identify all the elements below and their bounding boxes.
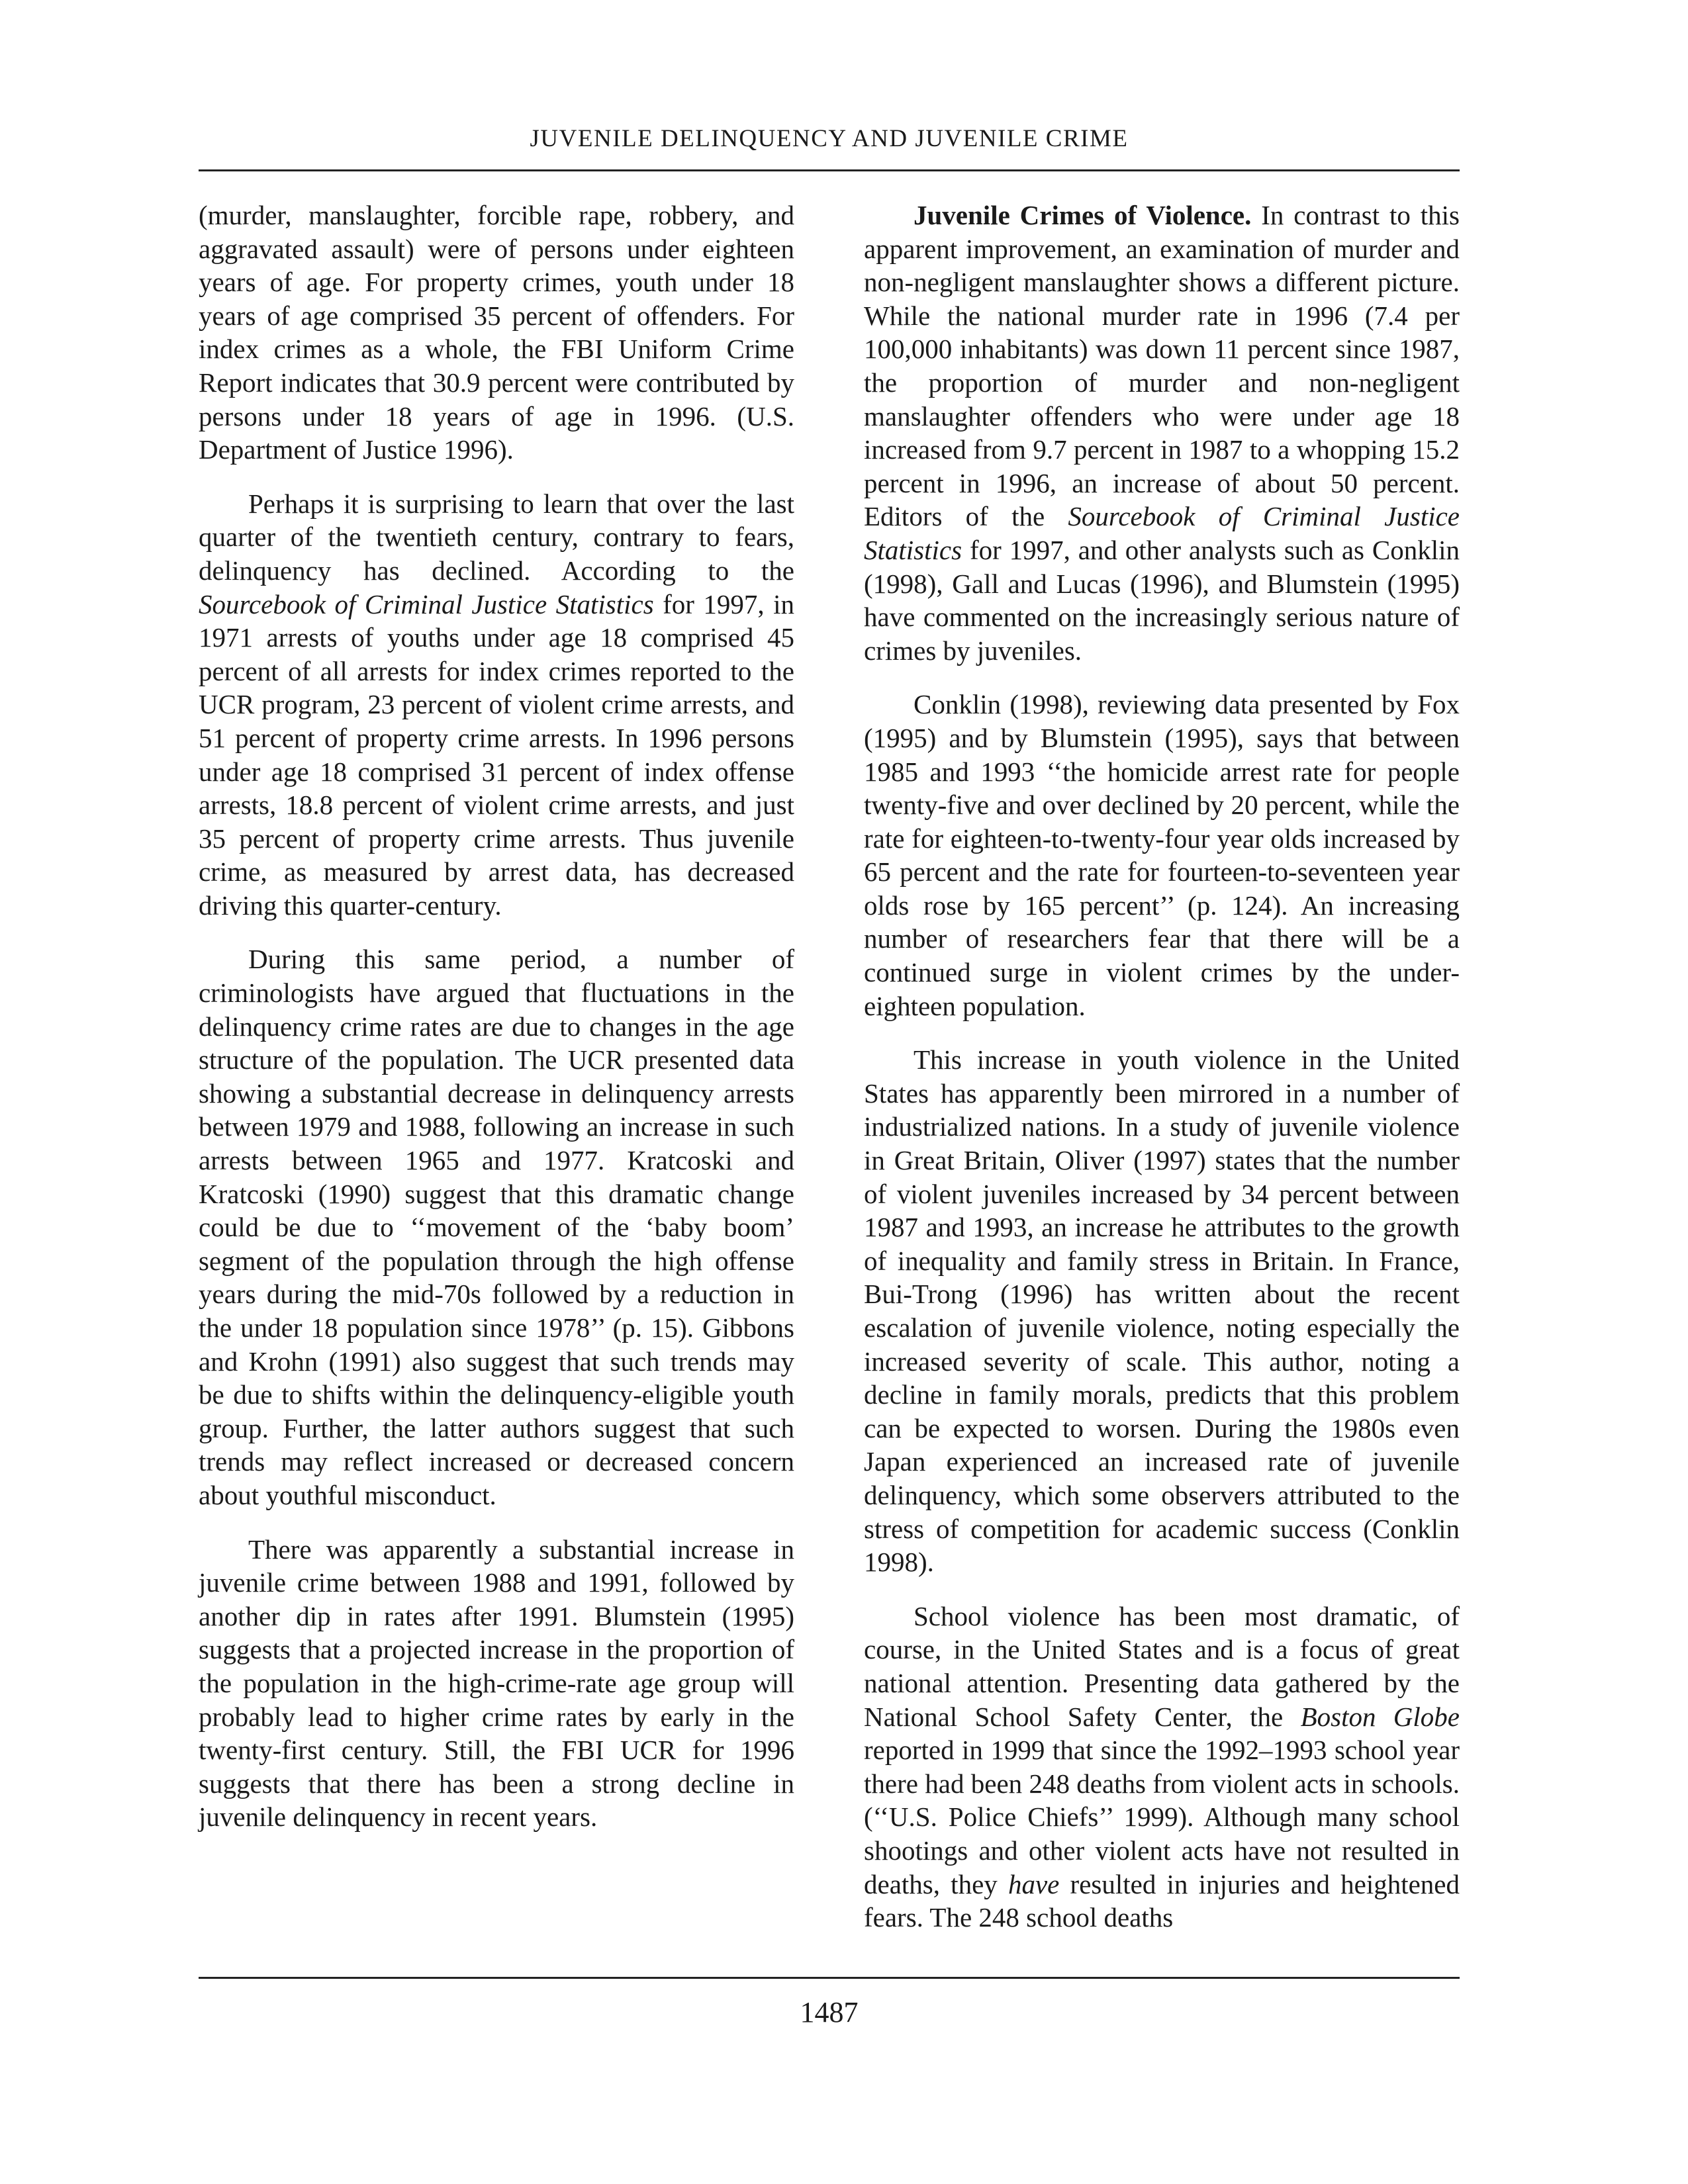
page-number: 1487 [800, 1996, 859, 2028]
right-column [864, 199, 1460, 1955]
newspaper-title: Boston Globe [1300, 1701, 1460, 1732]
right-paragraph-4 [864, 1600, 1460, 1934]
running-head: JUVENILE DELINQUENCY AND JUVENILE CRIME [530, 125, 1129, 152]
right-paragraph-1 [864, 199, 1460, 667]
sourcebook-title: Sourcebook of Criminal Justice Statistics [199, 588, 654, 619]
left-column [199, 199, 794, 1854]
section-heading: Juvenile Crimes of Violence. [914, 200, 1252, 230]
emphasis-word: have [1008, 1868, 1060, 1899]
left-p2-text-a: Perhaps it is surprising to learn that over the last quarter of the twentieth century, contrary to fears, delinquency has declined. According to the [199, 488, 794, 586]
left-paragraph-4: There was apparently a substantial increase in juvenile crime between 1988 and 1991, followed by another dip in rates after 1991. Blumstein (1995) suggests that a projected increase in the proportion of the population in the high-crime-rate age group will probably lead to higher crime rates by early in the twenty-first century. Still, the FBI UCR for 1996 suggests that there has been a strong decline in juvenile delinquency in recent years. [199, 1533, 794, 1833]
left-paragraph-2 [199, 487, 794, 923]
footer-rule [199, 1977, 1460, 1979]
header-rule [199, 169, 1460, 171]
sourcebook-title: Sourcebook of Criminal Justice Statistics [864, 501, 1460, 565]
right-p1-text-a: In contrast to this apparent improvement, an examination of murder and non-negligent manslaughter shows a different picture. While the national murder rate in 1996 (7.4 per 100,000 inhabitants) was down 11 percent since 1987, the proportion of murder and non-negligent manslaughter offenders who were under age 18 increased from 9.7 percent in 1987 to a whopping 15.2 percent in 1996, an increase of about 50 percent. Editors of the [864, 200, 1460, 532]
left-paragraph-1: (murder, manslaughter, forcible rape, robbery, and aggravated assault) were of persons under eighteen years of age. For property crimes, youth under 18 years of age comprised 35 percent of offenders. For index crimes as a whole, the FBI Uniform Crime Report indicates that 30.9 percent were contributed by persons under 18 years of age in 1996. (U.S. Department of Justice 1996). [199, 200, 794, 465]
left-p2-text-b: for 1997, in 1971 arrests of youths under age 18 comprised 45 percent of all arrests for index crimes reported to the UCR program, 23 percent of violent crime arrests, and 51 percent of property crime arrests. In 1996 persons under age 18 comprised 31 percent of index offense arrests, 18.8 percent of violent crime arrests, and just 35 percent of property crime arrests. Thus juvenile crime, as measured by arrest data, has decreased driving this quarter-century. [199, 588, 794, 921]
right-p4-text-b: reported in 1999 that since the 1992–1993 school year there had been 248 deaths from violent acts in schools. (‘‘U.S. Police Chiefs’’ 1999). Although many school shootings and other violent acts have not resulted in deaths, they [864, 1735, 1460, 1899]
right-paragraph-3: This increase in youth violence in the United States has apparently been mirrored in a number of industrialized nations. In a study of juvenile violence in Great Britain, Oliver (1997) states that the number of violent juveniles increased by 34 percent between 1987 and 1993, an increase he attributes to the growth of inequality and family stress in Britain. In France, Bui-Trong (1996) has written about the recent escalation of juvenile violence, noting especially the increased severity of scale. This author, noting a decline in family morals, predicts that this problem can be expected to worsen. During the 1980s even Japan experienced an increased rate of juvenile delinquency, which some observers attributed to the stress of competition for academic success (Conklin 1998). [864, 1044, 1460, 1578]
right-p4-text-a: School violence has been most dramatic, of course, in the United States and is a focus of great national attention. Presenting data gathered by the National School Safety Center, the [864, 1600, 1460, 1732]
left-paragraph-3: During this same period, a number of criminologists have argued that fluctuations in the delinquency crime rates are due to changes in the age structure of the population. The UCR presented data showing a substantial decrease in delinquency arrests between 1979 and 1988, following an increase in such arrests between 1965 and 1977. Kratcoski and Kratcoski (1990) suggest that this dramatic change could be due to ‘‘movement of the ‘baby boom’ segment of the population through the high offense years during the mid-70s followed by a reduction in the under 18 population since 1978’’ (p. 15). Gibbons and Krohn (1991) also suggest that such trends may be due to shifts within the delinquency-eligible youth group. Further, the latter authors suggest that such trends may reflect increased or decreased concern about youthful misconduct. [199, 944, 794, 1510]
right-p4-text-c: resulted in injuries and heightened fears. The 248 school deaths [864, 1868, 1460, 1933]
right-p1-text-b: for 1997, and other analysts such as Conklin (1998), Gall and Lucas (1996), and Blumstein (1995) have commented on the increasingly serious nature of crimes by juveniles. [864, 534, 1460, 666]
right-paragraph-2: Conklin (1998), reviewing data presented by Fox (1995) and by Blumstein (1995), says that between 1985 and 1993 ‘‘the homicide arrest rate for people twenty-five and over declined by 20 percent, while the rate for eighteen-to-twenty-four year olds increased by 65 percent and the rate for fourteen-to-seventeen year olds rose by 165 percent’’ (p. 124). An increasing number of researchers fear that there will be a continued surge in violent crimes by the under-eighteen population. [864, 689, 1460, 1021]
